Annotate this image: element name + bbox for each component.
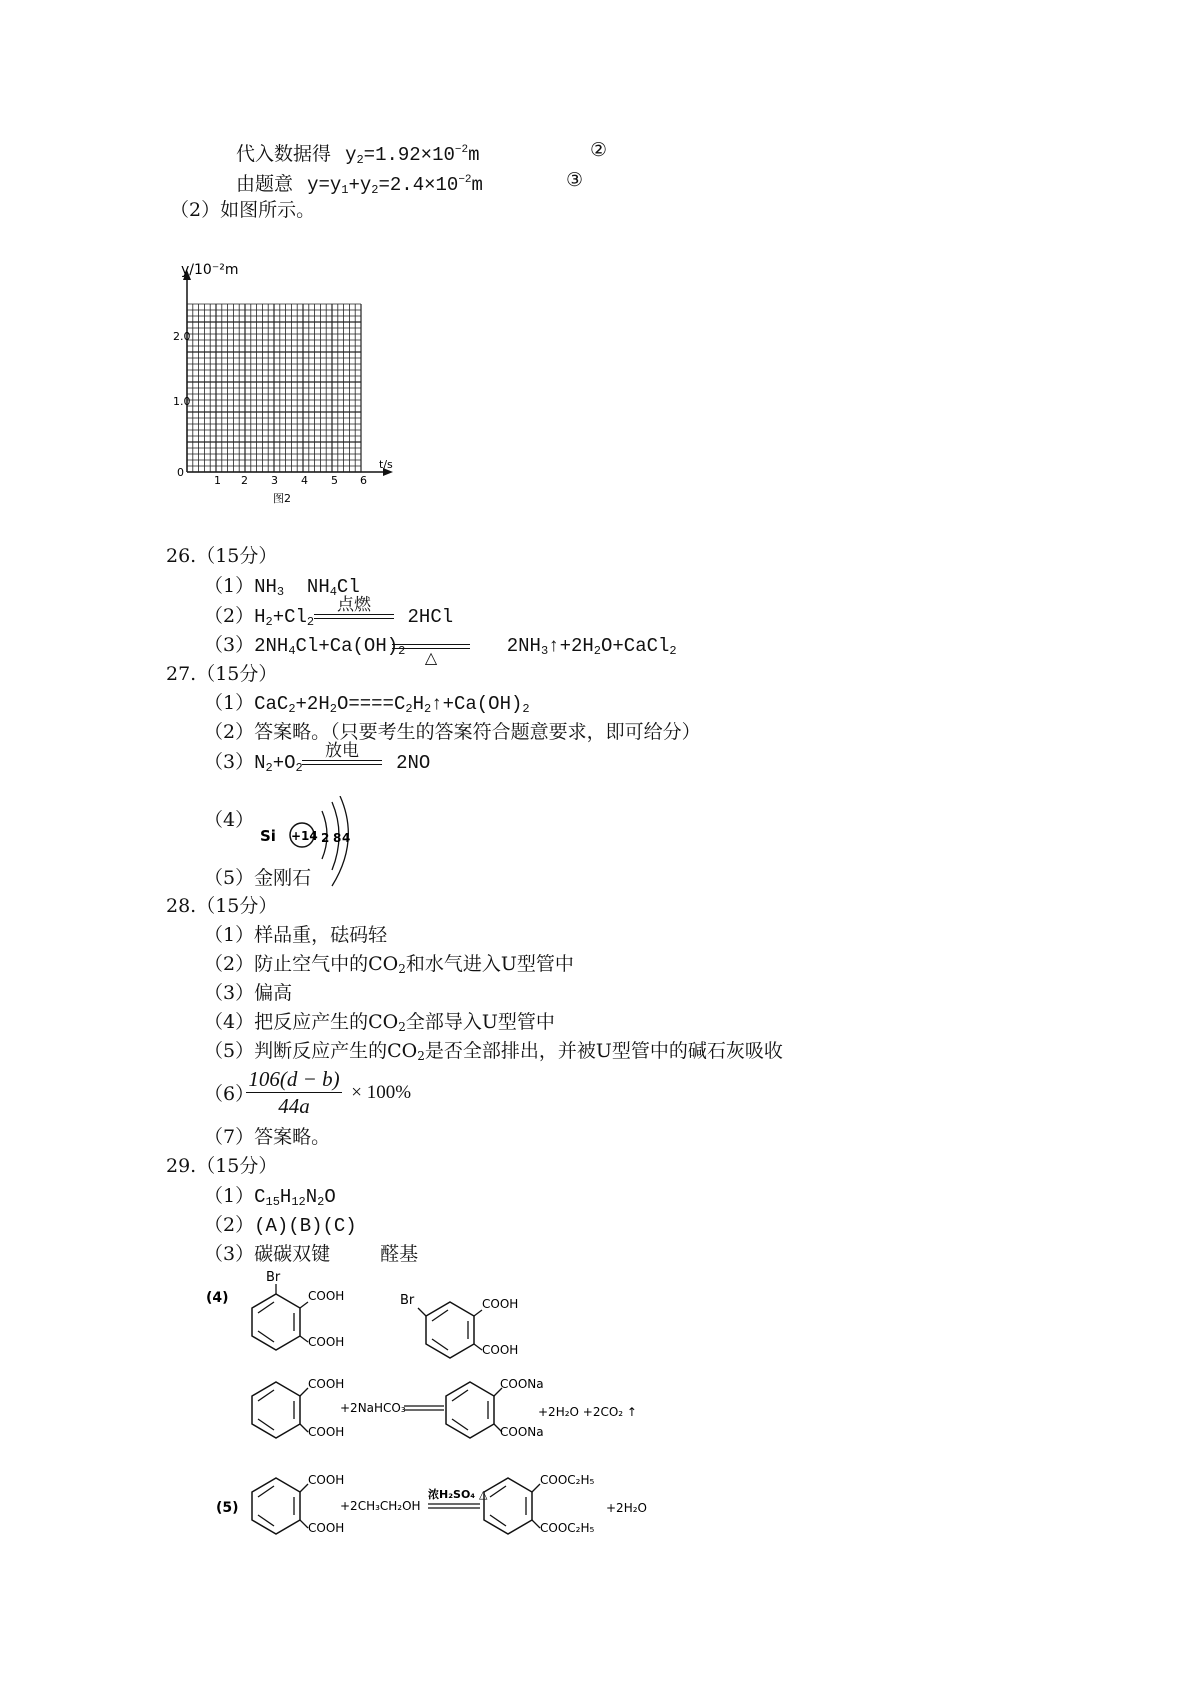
y-tick-2.0: 2.0 [173, 330, 191, 343]
q29-header: 29.（15分） [166, 1155, 278, 1177]
y-tick-1.0: 1.0 [173, 395, 191, 408]
q29-answer-3: （3）碳碳双键 醛基 [204, 1243, 419, 1265]
q28-answer-1: （1）样品重，砝码轻 [204, 924, 388, 946]
q29-answer-2: （2）(A)(B)(C) [204, 1214, 357, 1237]
shell-3-electrons: 4 [342, 831, 351, 845]
q27-answer-3: $(3)N_2+O_2$ 2NO [204, 751, 431, 775]
carboxyl-group: COOH [308, 1473, 345, 1487]
reaction-esterification-diagram [210, 1468, 690, 1548]
carboxyl-group: COOH [482, 1297, 519, 1311]
reaction-condition-heat: △ [392, 644, 470, 667]
x-tick-3: 3 [271, 474, 278, 487]
x-axis-label: t/s [379, 458, 393, 471]
sodium-carboxylate-group: COONa [500, 1377, 544, 1391]
fraction-formula [246, 1066, 411, 1119]
solution-line-1: 代入数据得 $y_2=1.92\times 10^{-2}m$ ② [236, 139, 608, 167]
reagent: +2NaHCO₃ [340, 1401, 406, 1415]
q26-answer-1: $(1)NH_3$ $NH_4Cl$ [204, 575, 360, 599]
q27-answer-5: （5）金刚石 [204, 867, 312, 889]
bromo-group: Br [266, 1270, 281, 1285]
reaction-condition-ignite: 点燃 [314, 596, 394, 619]
carboxyl-group: COOH [308, 1425, 345, 1439]
carboxyl-group: COOH [308, 1521, 345, 1535]
ester-group: COOC₂H₅ [540, 1521, 595, 1535]
q29-4-label: (4) [206, 1290, 229, 1306]
equation-marker: ② [590, 139, 608, 161]
q29-answer-1: $(1)C_{15}H_{12}N_2O$ [204, 1185, 336, 1209]
q28-answer-6-label: （6） [204, 1083, 255, 1105]
q28-answer-2: （2）防止空气中的$CO_2$和水气进入U型管中 [204, 953, 574, 976]
q27-answer-4-label: （4） [204, 809, 255, 831]
nucleus-charge: +14 [291, 829, 318, 843]
x-tick-6: 6 [360, 474, 367, 487]
q26-answer-2: $(2)H_2+Cl_2$ 2HCl [204, 605, 454, 629]
figure-caption: 图2 [273, 492, 291, 505]
sodium-carboxylate-group: COONa [500, 1425, 544, 1439]
atom-symbol: Si [260, 827, 276, 845]
x-tick-4: 4 [301, 474, 308, 487]
reaction-condition-discharge: 放电 [302, 742, 382, 765]
bromo-group: Br [400, 1293, 415, 1308]
solution-line-2: 由题意 $y=y_1+y_2=2.4\times 10^{-2}m$ ③ [236, 169, 584, 197]
q28-answer-4: （4）把反应产生的$CO_2$全部导入U型管中 [204, 1011, 555, 1034]
carboxyl-group: COOH [482, 1343, 519, 1357]
shell-1-electrons: 2 [321, 831, 330, 845]
q26-header: 26.（15分） [166, 545, 278, 567]
q27-answer-1: $(1)CaC_2+2H_2O====C_2H_2↑+Ca(OH)_2$ [204, 692, 530, 716]
carboxyl-group: COOH [308, 1377, 345, 1391]
y-axis-label: y/10⁻²m [181, 262, 239, 278]
products: +2H₂O +2CO₂ ↑ [538, 1405, 637, 1419]
q28-answer-5: （5）判断反应产生的$CO_2$是否全部排出，并被U型管中的碱石灰吸收 [204, 1040, 783, 1063]
equation-marker: ③ [566, 169, 584, 191]
q27-header: 27.（15分） [166, 663, 278, 685]
q26-answer-3: $(3)2NH_4Cl+Ca(OH)_2$ $2NH_3↑+2H_2O+CaCl_2$ [204, 634, 677, 658]
reaction-condition: 浓H₂SO₄ △ [428, 1488, 488, 1501]
x-tick-2: 2 [241, 474, 248, 487]
x-tick-5: 5 [331, 474, 338, 487]
fraction-denominator: 44a [278, 1094, 310, 1118]
reaction-nahco3-diagram [240, 1372, 700, 1452]
shell-2-electrons: 8 [333, 831, 342, 845]
q29-5-label: (5) [216, 1500, 239, 1516]
carboxyl-group: COOH [308, 1335, 345, 1349]
x-tick-1: 1 [214, 474, 221, 487]
y-tick-0: 0 [177, 466, 184, 479]
graph-figure [165, 262, 415, 510]
carboxyl-group: COOH [308, 1289, 345, 1303]
q28-answer-3: （3）偏高 [204, 982, 293, 1004]
reagent: +2CH₃CH₂OH [340, 1499, 421, 1513]
fraction-multiplier: × 100% [351, 1081, 412, 1103]
ester-group: COOC₂H₅ [540, 1473, 595, 1487]
q28-header: 28.（15分） [166, 895, 278, 917]
part2-label: （2）如图所示。 [170, 199, 316, 221]
q27-answer-2: （2）答案略。（只要考生的答案符合题意要求，即可给分） [204, 721, 701, 743]
fraction-numerator: 106(d − b) [248, 1067, 340, 1091]
q28-answer-7: （7）答案略。 [204, 1126, 331, 1148]
products: +2H₂O [606, 1501, 647, 1515]
